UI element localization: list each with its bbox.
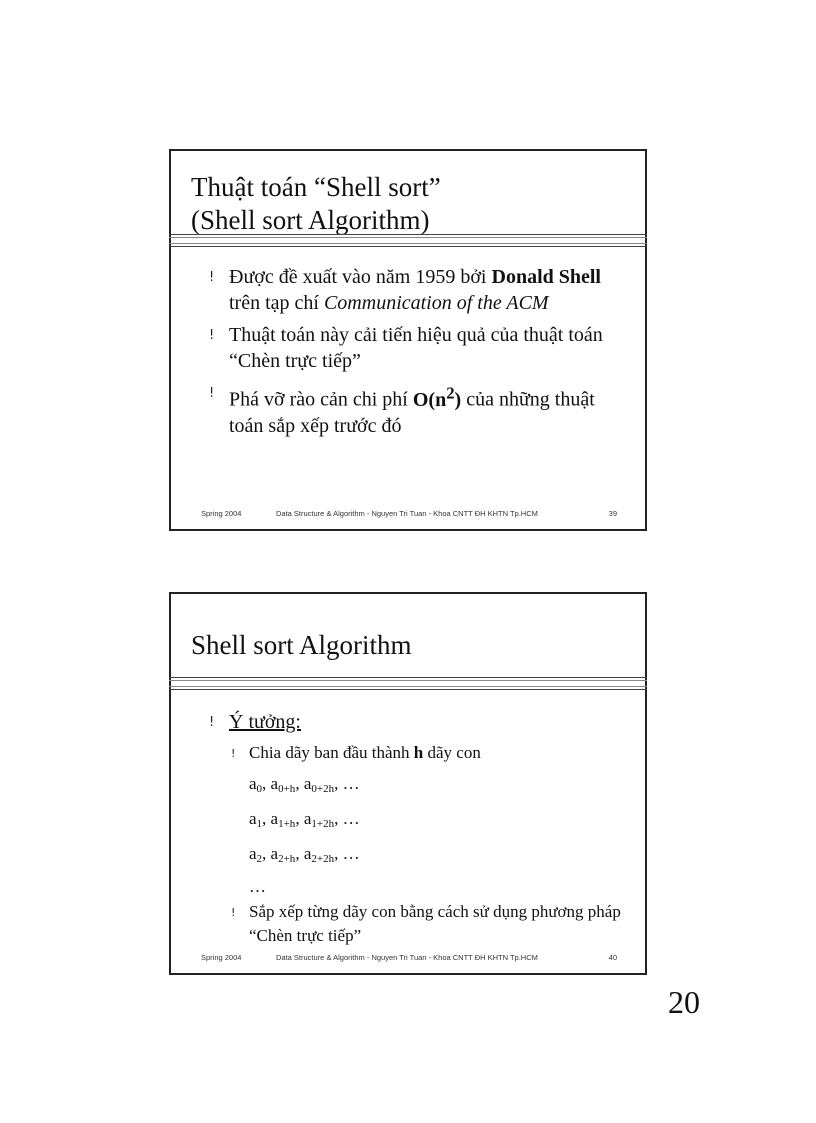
bullet-text: của những thuật toán sắp xếp trước đó <box>229 388 595 437</box>
seq-index: 2+h <box>278 853 296 865</box>
seq-base: a <box>303 809 312 828</box>
seq-base: a <box>270 809 279 828</box>
seq-index: 1+2h <box>311 818 335 830</box>
title-line-1: Thuật toán “Shell sort” <box>191 172 441 202</box>
footer-date: Spring 2004 <box>201 509 242 518</box>
title-line-2: (Shell sort Algorithm) <box>191 205 430 235</box>
slide-footer <box>201 509 617 521</box>
page-number: 20 <box>668 984 700 1020</box>
seq-index: 0+h <box>278 783 296 795</box>
seq-index: 2 <box>256 853 263 865</box>
seq-separator: , <box>262 844 271 863</box>
bullet-text: dãy con <box>423 743 481 762</box>
subsequence-line <box>229 769 625 804</box>
bullet-icon: ! <box>209 386 215 401</box>
seq-base: a <box>249 809 257 828</box>
journal-name: Communication of the ACM <box>323 292 549 314</box>
bullet-text: Được đề xuất vào năm 1959 bởi <box>229 266 492 288</box>
seq-base: a <box>303 844 312 863</box>
seq-separator: , <box>262 809 271 828</box>
bullet-item <box>207 709 625 948</box>
bullet-text: Sắp xếp từng dãy con bằng cách sử dụng phương pháp “Chèn trực tiếp” <box>249 902 621 945</box>
seq-trail: , … <box>334 774 360 793</box>
seq-index: 1 <box>256 818 263 830</box>
sub-bullet-item <box>229 900 625 948</box>
footer-course: Data Structure & Algorithm - Nguyen Tri Tuan - Khoa CNTT ĐH KHTN Tp.HCM <box>276 509 538 518</box>
subsequence-line <box>229 804 625 839</box>
slide-39 <box>169 149 647 531</box>
seq-index: 2+2h <box>311 853 335 865</box>
seq-base: a <box>249 774 257 793</box>
bullet-icon: ! <box>231 906 236 919</box>
slide-number: 39 <box>608 509 617 518</box>
seq-base: a <box>303 774 312 793</box>
bullet-icon: ! <box>209 715 215 730</box>
footer-course: Data Structure & Algorithm - Nguyen Tri Tuan - Khoa CNTT ĐH KHTN Tp.HCM <box>276 953 538 962</box>
seq-index: 0 <box>256 783 263 795</box>
bullet-text: Phá vỡ rào cản chi phí <box>229 388 413 411</box>
complexity-exponent: 2 <box>446 383 455 402</box>
seq-base: a <box>270 844 279 863</box>
slide-number: 40 <box>608 953 617 962</box>
sub-bullet-list <box>229 741 625 948</box>
slide-footer <box>201 953 617 965</box>
bullet-list <box>207 709 625 954</box>
bullet-text: Thuật toán này cải tiến hiệu quả của thuật toán “Chèn trực tiếp” <box>229 324 603 372</box>
slide-title: Shell sort Algorithm <box>191 630 412 660</box>
title-divider <box>169 234 647 247</box>
seq-index: 0+2h <box>311 783 335 795</box>
complexity-close: ) <box>454 388 462 411</box>
seq-base: a <box>249 844 257 863</box>
seq-separator: , <box>295 774 304 793</box>
bullet-item <box>207 322 625 374</box>
seq-separator: , <box>295 809 304 828</box>
author-name: Donald Shell <box>491 266 601 288</box>
bullet-list <box>207 264 625 445</box>
slide-title <box>191 171 635 237</box>
footer-date: Spring 2004 <box>201 953 242 962</box>
subsequence-line <box>229 839 625 874</box>
idea-heading: Ý tưởng: <box>229 711 301 733</box>
seq-separator: , <box>295 844 304 863</box>
slide-40 <box>169 592 647 975</box>
bullet-icon: ! <box>209 328 215 343</box>
bullet-text: trên tạp chí <box>229 292 324 314</box>
sequence-ellipsis: … <box>249 877 266 896</box>
complexity-base: O(n <box>412 388 447 411</box>
bullet-item <box>207 380 625 439</box>
title-divider <box>169 677 647 690</box>
variable-h: h <box>413 743 424 762</box>
seq-separator: , <box>262 774 271 793</box>
bullet-text: Chia dãy ban đầu thành <box>249 743 414 762</box>
sub-bullet-item <box>229 741 625 765</box>
seq-trail: , … <box>334 809 360 828</box>
bullet-item <box>207 264 625 316</box>
complexity-notation <box>412 383 462 411</box>
bullet-icon: ! <box>231 747 236 760</box>
bullet-icon: ! <box>209 270 215 285</box>
seq-base: a <box>270 774 279 793</box>
seq-index: 1+h <box>278 818 296 830</box>
seq-trail: , … <box>334 844 360 863</box>
